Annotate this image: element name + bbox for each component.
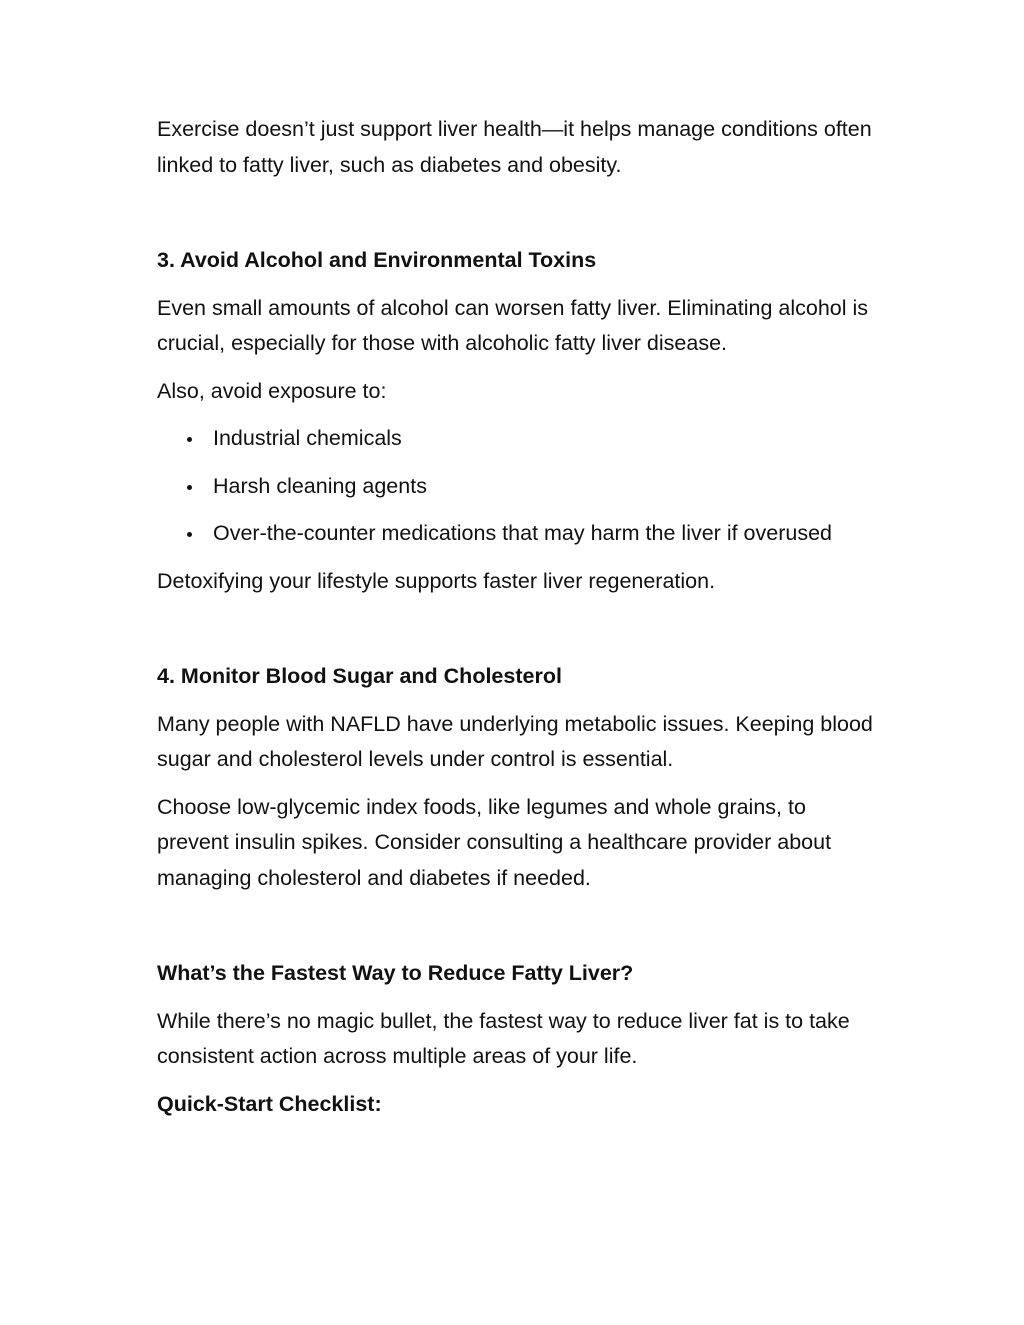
- list-item: Industrial chemicals: [213, 421, 877, 457]
- exposure-intro: Also, avoid exposure to:: [157, 378, 387, 403]
- list-item: Harsh cleaning agents: [213, 469, 877, 505]
- toxins-list: [157, 421, 877, 552]
- section-gap: [157, 195, 877, 243]
- list-item: Over-the-counter medications that may harm the liver if overused: [213, 516, 877, 552]
- intro-paragraph: Exercise doesn’t just support liver health—it helps manage conditions often linked to fatty liver, such as diabetes and obesity.: [157, 117, 872, 177]
- alcohol-paragraph: Even small amounts of alcohol can worsen fatty liver. Eliminating alcohol is crucial, especially for those with alcoholic fatty liver disease.: [157, 295, 869, 355]
- nafld-paragraph: Many people with NAFLD have underlying metabolic issues. Keeping blood sugar and cholesterol levels under control is essential.: [157, 711, 873, 771]
- document-body: [157, 112, 877, 1134]
- section-heading-fastest-way: What’s the Fastest Way to Reduce Fatty Liver?: [157, 961, 634, 985]
- section-heading-blood-sugar: 4. Monitor Blood Sugar and Cholesterol: [157, 664, 562, 688]
- section-heading-avoid-alcohol: 3. Avoid Alcohol and Environmental Toxins: [157, 248, 597, 272]
- detox-paragraph: Detoxifying your lifestyle supports faster liver regeneration.: [157, 568, 716, 593]
- checklist-label: Quick-Start Checklist:: [157, 1091, 382, 1116]
- magic-bullet-paragraph: While there’s no magic bullet, the fastest way to reduce liver fat is to take consistent action across multiple areas of your life.: [157, 1008, 850, 1068]
- glycemic-paragraph: Choose low-glycemic index foods, like legumes and whole grains, to prevent insulin spikes. Consider consulting a healthcare provider about managing cholesterol and diabetes if needed.: [157, 794, 832, 890]
- section-gap: [157, 908, 877, 956]
- section-gap: [157, 611, 877, 659]
